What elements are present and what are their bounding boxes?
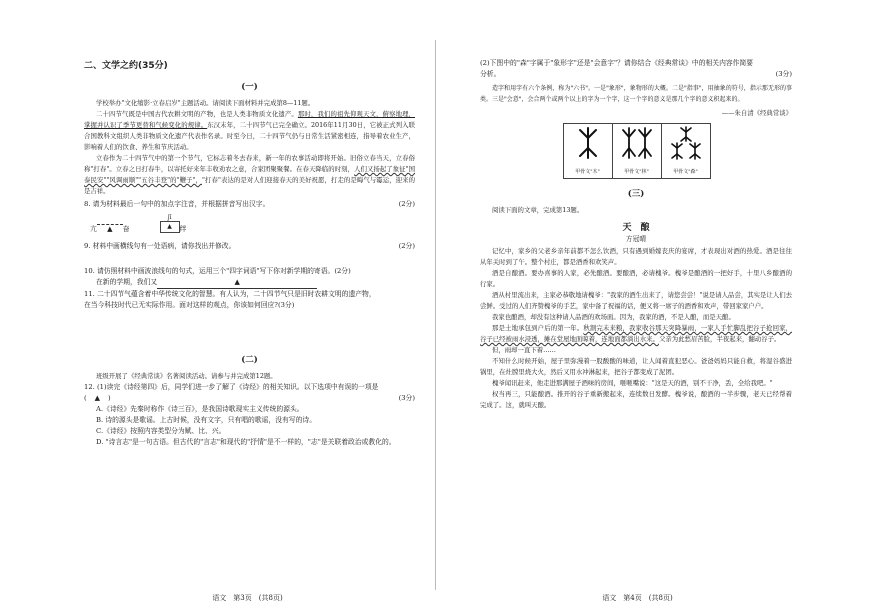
section-title: 二、文学之约(35分) bbox=[84, 61, 168, 71]
quote-source: ——朱自清《经典常谈》 bbox=[721, 109, 792, 117]
article-author: 方冠晴 bbox=[625, 235, 647, 243]
answer-box-2[interactable]: ▲ bbox=[160, 221, 180, 233]
option-c[interactable]: C.《诗经》按照内容类型分为赋、比、兴。 bbox=[96, 427, 226, 435]
intro3-text: 阅读下面的文章，完成第13题。 bbox=[492, 206, 584, 214]
material-paragraph-1: 二十四节气既是中国古代农耕文明的产物，也是人类非物质文化遗产。那时，我们的祖先仰观天文，俯察地理，掌握并认识了季节更替和气候变化的规律。东汉末年，二十四节气已完全确立。2016年11月30日，它被正式列入联合国教科文组织人类非物质文化遗产代表作名录。时至今日，二十四节气仍与日常生活紧密相连，指导着农业生产，影响着人们的饮食、养生和节庆活动。 bbox=[84, 110, 416, 151]
question-11: 11. 二十四节气蕴含着中华传统文化的智慧。有人认为，二十四节气只是旧时农耕文明的遗产物，在当今科技时代已无实际作用。面对这样的观点，你该如何回应?(3分) bbox=[84, 290, 376, 309]
article-para-5: 那是土地承包到户后的第一年。秋割完未来粮，我家收谷那天突降暴雨，一家人手忙脚乱把谷子抢回家，谷子已经被雨水浸透，摊在堂屋地面晾着，连地面都淌出水来。父亲为此愁眉苦脸，半夜起来，翻动谷子。 bbox=[480, 324, 793, 343]
glyph-lin-image: 甲骨文"林" bbox=[612, 123, 662, 179]
question-9: 9. 材料中画横线句有一处语病，请你找出并修改。 (2分) bbox=[84, 242, 415, 250]
pinyin-answer-area: 亢 ▲ 奋 jī ▲ 绊 bbox=[90, 214, 187, 233]
question-12: 12. (1)读完《诗经第四》后，同学们进一步了解了《诗经》的相关知识。以下选项中有误的一项是( ▲ ) (3分) bbox=[84, 383, 415, 402]
page-footer: 语文 第3页 (共8页) bbox=[212, 594, 283, 602]
part3-label: (三) bbox=[627, 189, 645, 199]
article-wavy-sentence: 秋割完未来粮，我家收谷那天突降暴雨，一家人手忙脚乱把谷子抢回家，谷子已经被雨水浸透，摊在堂屋地面晾着，连地面都淌出水来。 bbox=[480, 324, 793, 343]
article-title: 天 酿 bbox=[622, 223, 650, 233]
material-paragraph-2: 立春作为二十四节气中的第一个节气，它标志着冬去春来，新一年的农事活动即将开始。旧俗立春当天，立春俗称"打春"。立春之日打春牛，以寄托好来年丰收劝农之意，合家团聚聚餐。在春天降临的时刻，人们又扬起了象征"国泰民安""风调雨顺""五谷丰登"的"鞭子"，"打春"表达的是对人们迎接春天的美好祝愿，打走的是晦气与霉运，迎来的是吉祥。 bbox=[84, 154, 415, 195]
intro2-text: 班级开展了《经典常谈》名著阅读活动。请参与并完成第12题。 bbox=[96, 372, 277, 380]
question-8: 8. 请为材料最后一句中的加点字注音，并根据拼音写出汉字。 (2分) bbox=[84, 200, 415, 208]
part2-label: (二) bbox=[241, 355, 258, 365]
wavy-underlined-sentence: 人们又扬起了象征"国泰民安""风调雨顺""五谷丰登"的"鞭子"， bbox=[84, 165, 415, 184]
q10-answer-line[interactable]: 在新的学期，我们又 ▲ bbox=[84, 277, 415, 289]
answer-blank-1[interactable]: ▲ bbox=[97, 224, 123, 233]
article-para-8: 槐爷闻讯赶来，他走进那满屋子酒味的房间，咂咂嘴说："这是天的酒，别不干净，丢，全给我吧。" bbox=[492, 379, 773, 387]
article-para-2: 酒是自酿酒。要办喜事的人家，必先酿酒。要酿酒，必请槐爷。槐爷是酿酒的一把好手，十里八乡酿酒的行家。 bbox=[480, 269, 792, 288]
oracle-bone-glyphs bbox=[480, 123, 792, 179]
question-10: 10. 请仿照材料中画波浪线句的句式，运用三个"四字词语"写下你对新学期的寄语。(2分) bbox=[84, 267, 351, 275]
article-para-1: 记忆中，家乡的父老乡亲年前都不怎么饮酒，只有遇到婚嫁丧庆的宴席，才表现出对酒的热爱。酒是往往从年关时到了午。整个村庄，都是酒香和欢笑声。 bbox=[480, 247, 792, 266]
article-para-9: 权当再三，只能酿酒。推开的谷子重新搬起来，连续数日发酵。槐爷说，酿酒的一半步骤，老天已经帮着完成了。这，就叫天酿。 bbox=[480, 390, 792, 409]
article-para-4: 我家也酿酒，却没有这种请人品酒的欢场面。因为，我家的酒，不是人酿，而是天酿。 bbox=[492, 313, 735, 321]
underlined-sentence: 那时，我们的祖先仰观天文，俯察地理，掌握并认识了季节更替和气候变化的规律。 bbox=[84, 110, 416, 129]
question-12-2: (2)下图中的"森"字属于"象形字"还是"会意字"？请你结合《经典常谈》中的相关内容作简要分析。 (3分) bbox=[480, 59, 792, 78]
q12-answer[interactable]: ▲ bbox=[94, 394, 101, 402]
glyph-sen-image: 甲骨文"森" bbox=[661, 123, 711, 179]
page-footer: 语文 第4页 (共8页) bbox=[602, 594, 673, 602]
option-d[interactable]: D. "诗言志"是一句古语。但古代的"言志"和现代的"抒情"是不一样的，"志"是关联着政治或教化的。 bbox=[96, 438, 396, 446]
intro-text: 学校举办"文化缩影·立春启岁"主题活动。请阅读下面材料并完成第8—11题。 bbox=[96, 99, 315, 107]
page-4 bbox=[435, 0, 870, 615]
option-a[interactable]: A.《诗经》先秦时称作《诗三百》，是我国诗歌现实主义传统的源头。 bbox=[96, 405, 304, 413]
article-para-7: 不知什么时候开始，屋子里弥漫着一股酸酸的味道，让人闻着直犯恶心。爸爸妈妈只能自救，将湿谷盛进锅里，在灶膛里烧大火，然后又用水冲淋起来，把谷子都变成了泥团。 bbox=[480, 357, 792, 376]
option-b[interactable]: B. 诗的源头是歌谣。上古时候，没有文字，只有唱的歌谣，没有写的诗。 bbox=[96, 416, 317, 424]
glyph-mu-image: 甲骨文"木" bbox=[563, 123, 613, 179]
part1-label: (一) bbox=[241, 82, 258, 92]
article-para-3: 酒从村里流出来，主家必恭敬地请槐爷："我家的酒生出来了，请您尝尝！"说是请人品尝，其实是让人们去尝鲜。受过的人们齐赞槐爷的手艺，家中备了祝福的话，便又将一席子的酒香和欢声，带回家家户户。 bbox=[480, 291, 792, 310]
quote-text: 造字和用字有六个条例，称为"六书"。一是"象形"，象物形的大概。二是"指事"，用抽象的符号，指示那无形的事类。三是"会意"，会合两个或两个以上的字为一个字，这一个字的意义是那几个字的意义积起来的。 bbox=[480, 85, 792, 103]
article-para-6: 但，雨却一直下着…… bbox=[492, 346, 556, 354]
